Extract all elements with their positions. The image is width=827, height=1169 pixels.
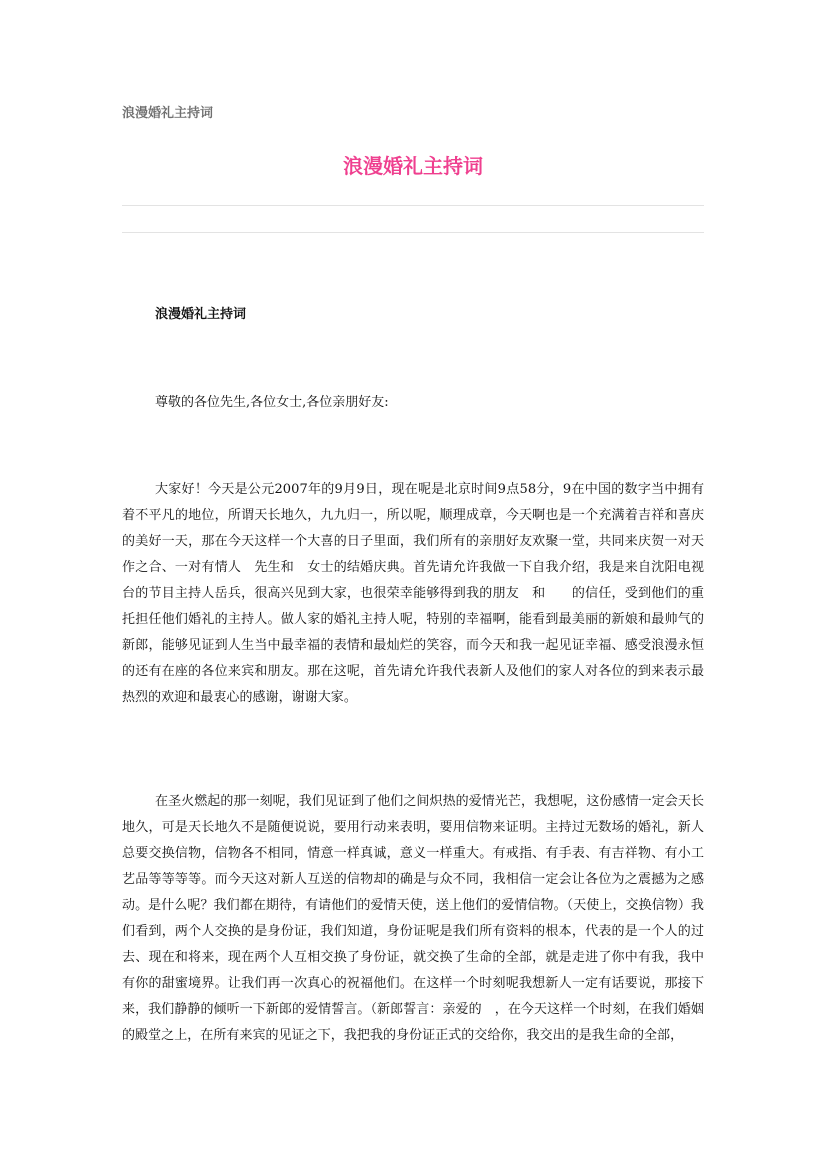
divider xyxy=(122,232,704,233)
body-paragraph: 在圣火燃起的那一刻呢，我们见证到了他们之间炽热的爱情光芒，我想呢，这份感情一定会天长地久，可是天长地久不是随便说说，要用行动来表明，要用信物来证明。主持过无数场的婚礼，新人总要交换信物，信物各不相同，情意一样真诚，意义一样重大。有戒指、有手表、有吉祥物、有小工艺品等等等等。而今天这对新人互送的信物却的确是与众不同，我相信一定会让各位为之震撼为之感动。是什么呢？我们都在期待，有请他们的爱情天使，送上他们的爱情信物。（天使上，交换信物）我们看到，两个人交换的是身份证，我们知道，身份证呢是我们所有资料的根本，代表的是一个人的过去、现在和将来，现在两个人互相交换了身份证，就交换了生命的全部，就是走进了你中有我，我中有你的甜蜜境界。让我们再一次真心的祝福他们。在这样一个时刻呢我想新人一定有话要说，那接下来，我们静静的倾听一下新郎的爱情誓言。（新郎誓言：亲爱的 ，在今天这样一个时刻，在我们婚姻的殿堂之上，在所有来宾的见证之下，我把我的身份证正式的交给你，我交出的是我生命的全部， xyxy=(122,794,704,1043)
greeting-line: 尊敬的各位先生,各位女士,各位亲朋好友: xyxy=(155,395,389,410)
section-heading: 浪漫婚礼主持词 xyxy=(155,307,247,322)
divider xyxy=(122,205,704,206)
body-paragraph: 大家好！今天是公元2007年的9月9日，现在呢是北京时间9点58分，9在中国的数字当中拥有着不平凡的地位，所谓天长地久，九九归一，所以呢，顺理成章，今天啊也是一个充满着吉祥和喜庆的美好一天，那在今天这样一个大喜的日子里面，我们所有的亲朋好友欢聚一堂，共同来庆贺一对天作之合、一对有情人 先生和 女士的结婚庆典。首先请允许我做一下自我介绍，我是来自沈阳电视台的节目主持人岳兵，很高兴见到大家，也很荣幸能够得到我的朋友 和 的信任，受到他们的重托担任他们婚礼的主持人。做人家的婚礼主持人呢，特别的幸福啊，能看到最美丽的新娘和最帅气的新郎，能够见证到人生当中最幸福的表情和最灿烂的笑容，而今天和我一起见证幸福、感受浪漫永恒的还有在座的各位来宾和朋友。那在这呢，首先请允许我代表新人及他们的家人对各位的到来表示最热烈的欢迎和最衷心的感谢，谢谢大家。 xyxy=(122,482,704,705)
page-title: 浪漫婚礼主持词 xyxy=(343,154,483,178)
running-title: 浪漫婚礼主持词 xyxy=(122,106,214,121)
